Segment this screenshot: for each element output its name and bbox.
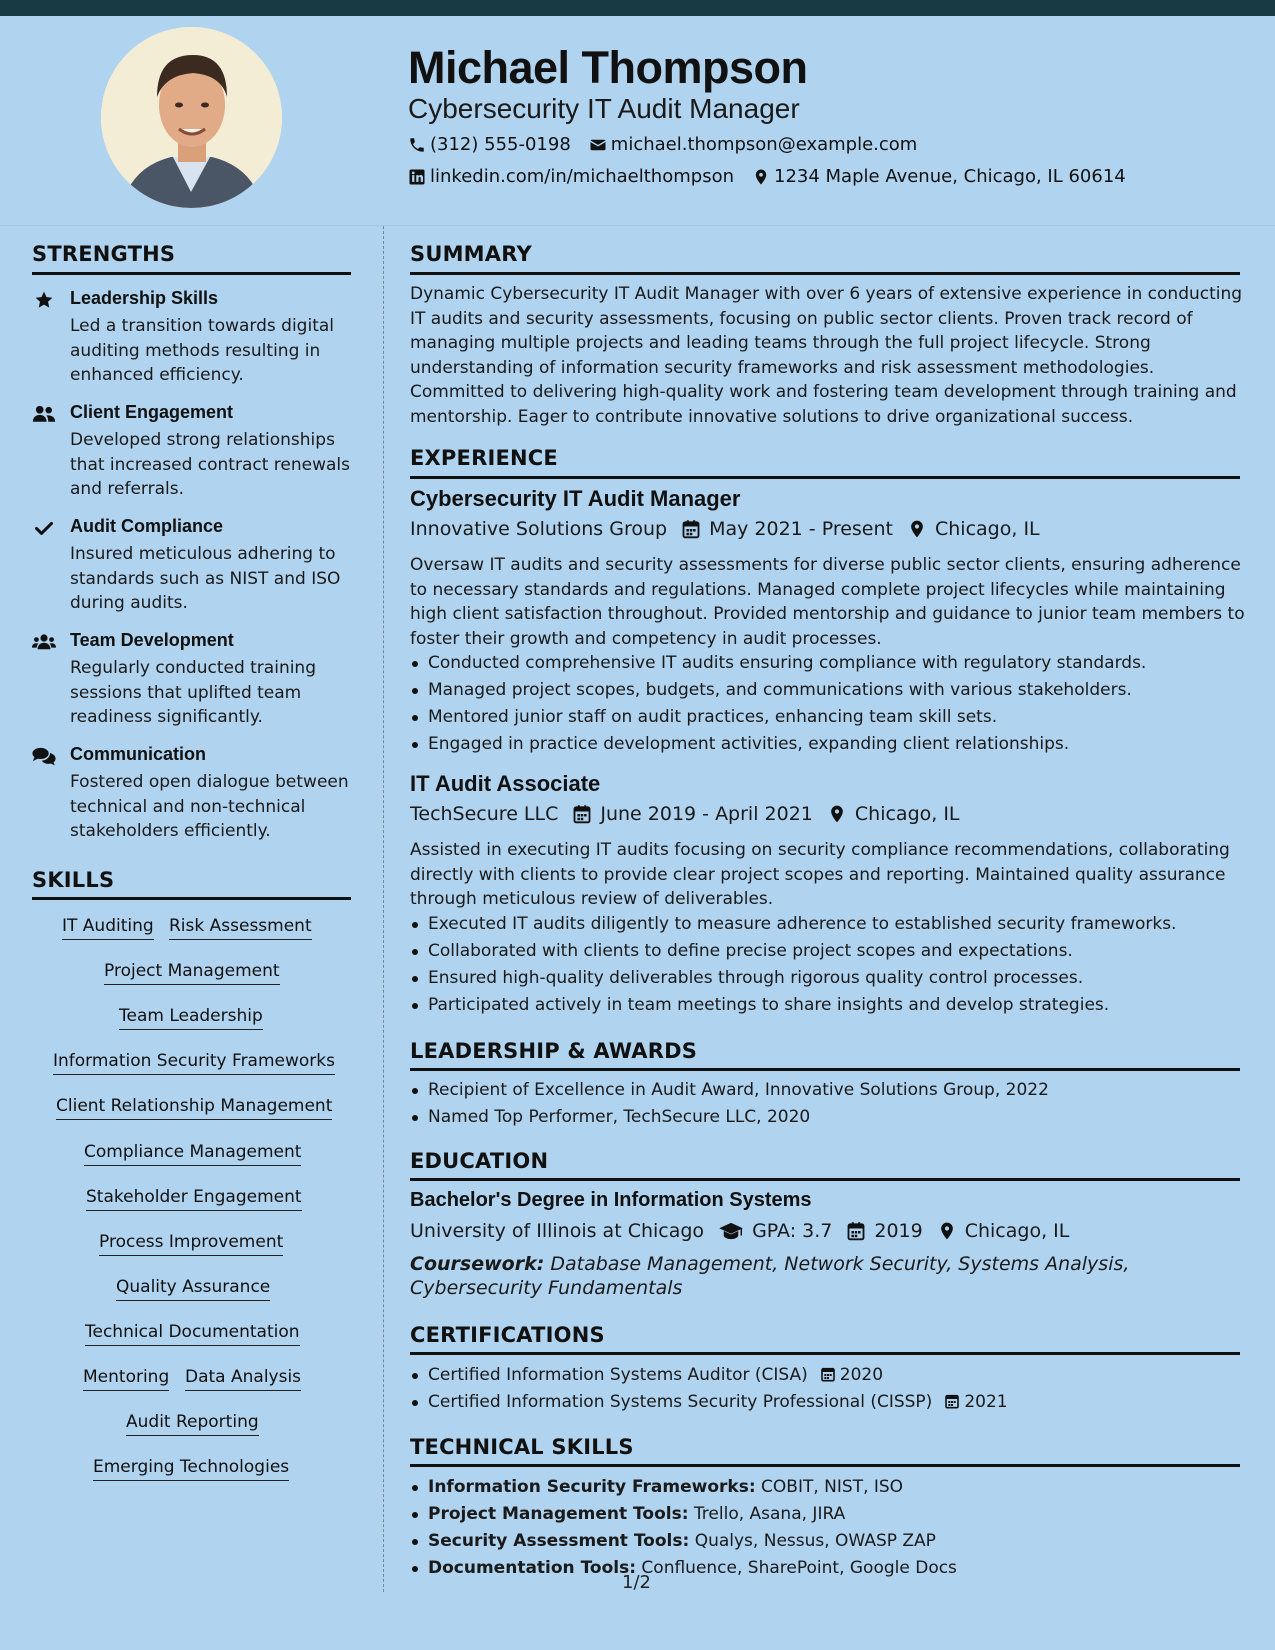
job-bullets [410,911,1245,1019]
skill-chip: Emerging Technologies [93,1457,289,1481]
education-rule [410,1178,1240,1181]
certification-year: 2021 [964,1392,1008,1412]
strength-title: Leadership Skills [70,288,219,308]
comments-icon [32,746,56,766]
job-location: Chicago, IL [935,518,1040,540]
experience-heading: EXPERIENCE [410,446,558,470]
technical-skill-item [410,1501,1245,1528]
page-number: 1/2 [622,1572,651,1593]
coursework-text: Database Management, Network Security, Systems Analysis, Cybersecurity Fundamentals [410,1253,1130,1299]
certification-name: Certified Information Systems Auditor (CISA) [428,1365,808,1385]
job-meta [410,803,960,825]
technical-skill-item [410,1528,1245,1555]
job-dates: May 2021 - Present [709,518,893,540]
certification-item [410,1389,1245,1416]
strength-item [32,516,352,616]
job-title: Cybersecurity IT Audit Manager [410,486,741,511]
technical-skill-value: COBIT, NIST, ISO [761,1477,904,1497]
linkedin-icon [408,168,426,186]
phone-text[interactable]: (312) 555-0198 [430,134,571,155]
location-icon [907,519,927,539]
technical-skill-label: Information Security Frameworks: [428,1477,756,1497]
skill-chip: Data Analysis [185,1367,301,1391]
job-title: Cybersecurity IT Audit Manager [408,93,800,124]
education-meta [410,1220,1069,1242]
job-location: Chicago, IL [854,803,960,825]
strength-item [32,402,352,502]
gpa-text: GPA: 3.7 [752,1220,833,1242]
strengths-rule [32,272,351,275]
coursework [410,1252,1245,1300]
strength-desc: Regularly conducted training sessions that uplifted team readiness significantly. [70,658,317,727]
bullet-item: Managed project scopes, budgets, and communications with various stakeholders. [410,677,1245,704]
profile-photo [101,27,282,208]
graduation-year: 2019 [874,1220,923,1242]
header-divider [0,225,1275,226]
person-name: Michael Thompson [408,42,808,93]
technical-skills-rule [410,1464,1240,1467]
skill-chip: Quality Assurance [116,1277,270,1301]
contact-row-1 [408,134,917,155]
users-icon [32,404,56,424]
coursework-label: Coursework: [410,1253,545,1275]
calendar-icon [944,1393,960,1409]
skill-chip: Audit Reporting [126,1412,259,1436]
certification-year: 2020 [839,1365,884,1385]
skills-heading: SKILLS [32,868,115,892]
summary-heading: SUMMARY [410,242,532,266]
strength-item [32,630,352,730]
education-heading: EDUCATION [410,1149,549,1173]
school-name: University of Illinois at Chicago [410,1220,705,1242]
technical-skills-heading: TECHNICAL SKILLS [410,1435,634,1459]
certifications-list [410,1362,1245,1416]
calendar-icon [572,804,592,824]
star-icon [32,290,56,310]
skills-rule [32,897,351,900]
award-item: Recipient of Excellence in Audit Award, Innovative Solutions Group, 2022 [410,1077,1245,1104]
technical-skill-label: Project Management Tools: [428,1504,689,1524]
job-bullets [410,650,1245,758]
avatar [101,27,282,208]
strength-title: Audit Compliance [70,516,224,536]
education-location: Chicago, IL [964,1220,1070,1242]
job-meta [410,518,1040,540]
email-icon [589,136,607,154]
address-text: 1234 Maple Avenue, Chicago, IL 60614 [774,166,1126,187]
awards-heading: LEADERSHIP & AWARDS [410,1039,698,1063]
certifications-heading: CERTIFICATIONS [410,1323,605,1347]
strength-title: Team Development [70,630,234,650]
award-item: Named Top Performer, TechSecure LLC, 2020 [410,1104,1245,1131]
strength-desc: Developed strong relationships that increased contract renewals and referrals. [70,430,350,499]
graduation-cap-icon [718,1221,744,1241]
column-divider [383,226,384,1592]
bullet-item: Participated actively in team meetings to share insights and develop strategies. [410,992,1245,1019]
calendar-icon [820,1366,836,1382]
skill-chip: IT Auditing [62,916,154,940]
strength-item [32,744,352,844]
technical-skill-label: Documentation Tools: [428,1558,637,1578]
job-description: Assisted in executing IT audits focusing on security compliance recommendations, collaborating directly with clients to provide clear project scopes and reporting. Maintained quality assurance through meticulous review of deliverables. [410,840,1230,909]
phone-icon [408,136,426,154]
job-description: Oversaw IT audits and security assessments for diverse public sector clients, ensuring adherence to necessary standards and regulations. Managed complete project lifecycles while maintaining high client satisfaction throughout. Provided mentorship and guidance to junior team members to foster their growth and competency in audit processes. [410,555,1245,649]
strength-title: Communication [70,744,207,764]
linkedin-text[interactable]: linkedin.com/in/michaelthompson [430,166,734,187]
skill-chip: Information Security Frameworks [53,1051,335,1075]
team-icon [32,632,56,652]
bullet-item: Mentored junior staff on audit practices, enhancing team skill sets. [410,704,1245,731]
technical-skill-item [410,1474,1245,1501]
job-title: IT Audit Associate [410,771,601,796]
summary-rule [410,272,1240,275]
strengths-heading: STRENGTHS [32,242,176,266]
bullet-item: Ensured high-quality deliverables through rigorous quality control processes. [410,965,1245,992]
strength-desc: Insured meticulous adhering to standards such as NIST and ISO during audits. [70,544,341,613]
awards-rule [410,1068,1240,1071]
skill-chip: Risk Assessment [169,916,312,940]
bullet-item: Collaborated with clients to define precise project scopes and expectations. [410,938,1245,965]
certification-name: Certified Information Systems Security Professional (CISSP) [428,1392,933,1412]
technical-skills-list [410,1474,1245,1582]
job-dates: June 2019 - April 2021 [600,803,813,825]
skill-chip: Project Management [104,961,280,985]
certification-item [410,1362,1245,1389]
experience-rule [410,476,1240,479]
company-name: Innovative Solutions Group [410,518,668,540]
calendar-icon [681,519,701,539]
strength-title: Client Engagement [70,402,234,422]
certifications-rule [410,1352,1240,1355]
bullet-item: Engaged in practice development activities, expanding client relationships. [410,731,1245,758]
location-icon [752,168,770,186]
summary-text: Dynamic Cybersecurity IT Audit Manager with over 6 years of extensive experience in conducting IT audits and security assessments, focusing on public sector clients. Proven track record of managing multiple projects and leading teams through the full project lifecycle. Strong understanding of information security frameworks and risk assessment methodologies. Committed to delivering high-quality work and fostering team development through training and mentorship. Eager to contribute innovative solutions to drive organizational success. [410,284,1243,427]
skill-chip: Compliance Management [84,1142,301,1166]
skill-chip: Client Relationship Management [56,1096,332,1120]
strength-desc: Led a transition towards digital auditing methods resulting in enhanced efficiency. [70,316,335,385]
technical-skill-item [410,1555,1245,1582]
strength-item [32,288,352,388]
skill-chip: Team Leadership [119,1006,263,1030]
check-icon [32,518,56,538]
bullet-item: Executed IT audits diligently to measure adherence to established security frameworks. [410,911,1245,938]
technical-skill-value: Trello, Asana, JIRA [693,1504,846,1524]
email-text[interactable]: michael.thompson@example.com [610,134,918,155]
awards-list [410,1077,1245,1131]
skill-chip: Mentoring [83,1367,169,1391]
bullet-item: Conducted comprehensive IT audits ensuring compliance with regulatory standards. [410,650,1245,677]
technical-skill-value: Qualys, Nessus, OWASP ZAP [694,1531,936,1551]
degree-title: Bachelor's Degree in Information Systems [410,1189,812,1211]
technical-skill-label: Security Assessment Tools: [428,1531,690,1551]
location-icon [937,1221,957,1241]
skill-chip: Technical Documentation [85,1322,300,1346]
skill-chip: Stakeholder Engagement [86,1187,302,1211]
skill-chip: Process Improvement [99,1232,283,1256]
strength-desc: Fostered open dialogue between technical and non-technical stakeholders efficiently. [70,772,349,841]
technical-skill-value: Confluence, SharePoint, Google Docs [641,1558,957,1578]
calendar-icon [846,1221,866,1241]
contact-row-2 [408,166,1126,187]
company-name: TechSecure LLC [410,803,559,825]
top-bar [0,0,1275,16]
location-icon [827,804,847,824]
